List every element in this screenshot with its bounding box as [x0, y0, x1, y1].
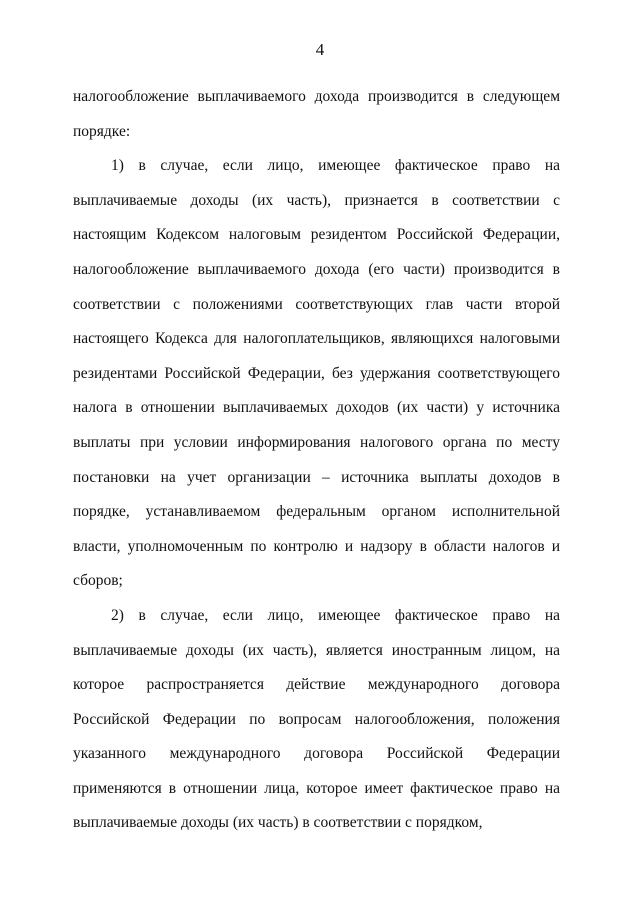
- paragraph-continuation: налогообложение выплачиваемого дохода производится в следующем порядке:: [73, 88, 560, 140]
- paragraph-item-1: 1) в случае, если лицо, имеющее фактическое право на выплачиваемые доходы (их часть), признается в соответствии с настоящим Кодексом налоговым резидентом Российской Федерации, налогообложение выплачиваемого дохода (его части) производится в соответствии с положениями соответствующих глав части второй настоящего Кодекса для налогоплательщиков, являющихся налоговыми резидентами Российской Федерации, без удержания соответствующего налога в отношении выплачиваемых доходов (их части) у источника выплаты при условии информирования налогового органа по месту постановки на учет организации – источника выплаты доходов в порядке, устанавливаемом федеральным органом исполнительной власти, уполномоченным по контролю и надзору в области налогов и сборов;: [73, 157, 560, 590]
- page-number: 4: [315, 40, 325, 59]
- paragraph-item-2: 2) в случае, если лицо, имеющее фактическое право на выплачиваемые доходы (их часть), является иностранным лицом, на которое распространяется действие международного договора Российской Федерации по вопросам налогообложения, положения указанного международного договора Российской Федерации применяются в отношении лица, которое имеет фактическое право на выплачиваемые доходы (их часть) в соответствии с порядком,: [73, 606, 560, 832]
- document-body: [73, 80, 560, 841]
